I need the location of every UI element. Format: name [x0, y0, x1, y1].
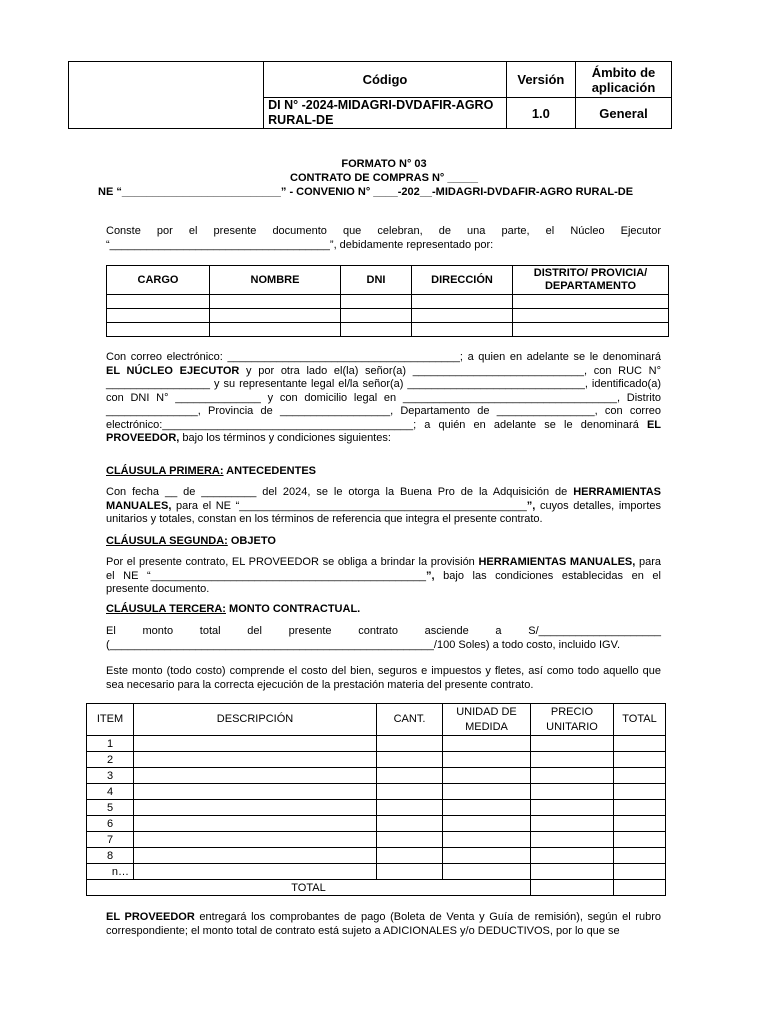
table-row: 6	[87, 816, 666, 832]
document-header-table	[68, 61, 672, 129]
col-cargo: CARGO	[107, 266, 210, 295]
total-label: TOTAL	[87, 880, 531, 896]
formato-title: FORMATO N° 03	[341, 158, 427, 170]
col-precio: PRECIO UNITARIO	[531, 704, 614, 736]
col-distrito: DISTRITO/ PROVICIA/ DEPARTAMENTO	[513, 266, 669, 295]
table-row	[107, 323, 669, 337]
header-ambito-label: Ámbito de aplicación	[575, 62, 671, 98]
clause2-title: CLÁUSULA SEGUNDA: OBJETO	[106, 535, 276, 547]
representatives-table	[106, 265, 669, 337]
table-row: 1	[87, 736, 666, 752]
table-row: 5	[87, 800, 666, 816]
header-ambito-value: General	[575, 98, 671, 129]
clause1-title: CLÁUSULA PRIMERA: ANTECEDENTES	[106, 465, 317, 477]
table-row	[107, 309, 669, 323]
nucleo-ejecutor-label: EL NÚCLEO EJECUTOR	[106, 364, 240, 377]
clause3-cost-paragraph: Este monto (todo costo) comprende el costo del bien, seguros e impuestos y fletes, así como todo aquello que sea necesario para la correcta ejecución de la prestación materia del presente contrato.	[106, 665, 661, 691]
contrato-title: CONTRATO DE COMPRAS N° _____	[290, 172, 478, 184]
clause2-paragraph: Por el presente contrato, EL PROVEEDOR se obliga a brindar la provisión HERRAMIENTAS MANUALES, para el NE “_____________________________________________”, bajo las condiciones establecidas en el presente documento.	[106, 556, 661, 595]
clause3-title: CLÁUSULA TERCERA: MONTO CONTRACTUAL.	[106, 603, 361, 615]
col-direccion: DIRECCIÓN	[412, 266, 513, 295]
table-row	[107, 295, 669, 309]
clause3-amount-paragraph: El monto total del presente contrato asciende a S/____________________ (_____________________________________________________/100 Soles) a todo costo, incluido IGV.	[106, 625, 661, 651]
col-total: TOTAL	[614, 704, 666, 736]
header-codigo-label: Código	[264, 62, 507, 98]
table-row: 8	[87, 848, 666, 864]
header-version-value: 1.0	[506, 98, 575, 129]
table-row: 2	[87, 752, 666, 768]
table-row: 3	[87, 768, 666, 784]
col-descripcion: DESCRIPCIÓN	[134, 704, 377, 736]
intro-paragraph: Conste por el presente documento que celebran, de una parte, el Núcleo Ejecutor “____________________________________”, debidamente representado por:	[106, 225, 661, 251]
table-row: 7	[87, 832, 666, 848]
ne-convenio-line: NE “__________________________” - CONVENIO N° ____-202__-MIDAGRI-DVDAFIR-AGRO RURAL-DE	[98, 186, 634, 198]
header-codigo-value: DI N° -2024-MIDAGRI-DVDAFIR-AGRO RURAL-DE	[264, 98, 507, 129]
total-row	[87, 880, 666, 896]
col-cant: CANT.	[377, 704, 443, 736]
parties-paragraph: Con correo electrónico: ______________________________________; a quien en adelante se le denominará EL NÚCLEO EJECUTOR y por otra lado el(la) señor(a) ____________________________, con RUC N° _________________ y su representante legal el/la señor(a) _____________________________, identificado(a) con DNI N° ______________ y con domicilio legal en ___________________________________, Distrito _______________, Provincia de __________________, Departamento de ________________, con correo electrónico:_________________________________________; a quién en adelante se le denominará EL PROVEEDOR, bajo los términos y condiciones siguientes:	[106, 351, 661, 444]
header-version-label: Versión	[506, 62, 575, 98]
col-unidad: UNIDAD DE MEDIDA	[443, 704, 531, 736]
table-row: n…	[87, 864, 666, 880]
logo-cell	[69, 62, 264, 129]
document-titles	[98, 157, 662, 199]
items-table-body	[87, 736, 666, 896]
footer-paragraph: EL PROVEEDOR entregará los comprobantes de pago (Boleta de Venta y Guía de remisión), según el rubro correspondiente; el monto total de contrato está sujeto a ADICIONALES y/o DEDUCTIVOS, por lo que se	[106, 911, 661, 937]
proveedor-label: EL PROVEEDOR,	[106, 418, 661, 444]
col-nombre: NOMBRE	[210, 266, 341, 295]
col-dni: DNI	[341, 266, 412, 295]
table-row: 4	[87, 784, 666, 800]
col-item: ITEM	[87, 704, 134, 736]
clause1-paragraph: Con fecha __ de _________ del 2024, se le otorga la Buena Pro de la Adquisición de HERRAMIENTAS MANUALES, para el NE “_______________________________________________”, cuyos detalles, importes unitarios y totales, constan en los términos de referencia que integra el presente contrato.	[106, 486, 662, 525]
items-table	[86, 703, 666, 896]
